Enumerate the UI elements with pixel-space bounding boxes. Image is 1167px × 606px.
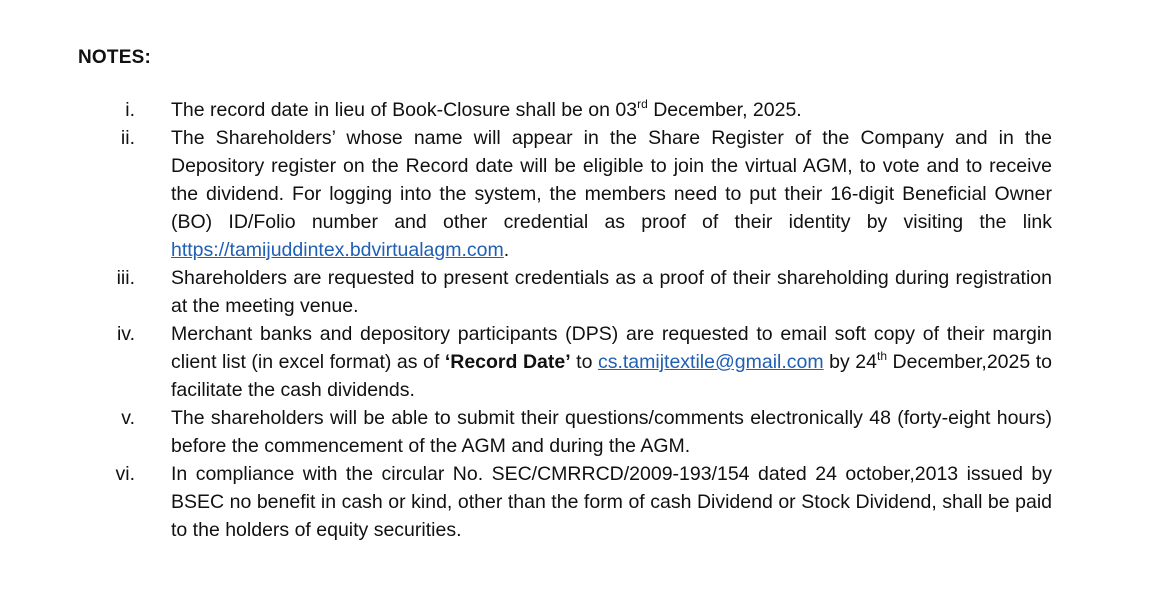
note-text-part: The shareholders will be able to submit their questions/comments electronically 48 (forty-eight hours) before the commencement of the AGM and during the AGM. <box>171 407 1052 457</box>
record-date-emphasis: ‘Record Date’ <box>444 351 571 373</box>
note-text-part: by 24 <box>823 351 877 373</box>
note-text <box>171 96 1052 124</box>
ordinal-suffix: rd <box>637 97 648 111</box>
note-number: i. <box>125 99 135 121</box>
note-text-part: to <box>570 351 598 373</box>
ordinal-suffix: th <box>876 349 887 363</box>
note-text-part: December, 2025. <box>647 99 802 121</box>
note-number: iii. <box>116 267 135 289</box>
notes-list <box>0 96 1167 544</box>
note-number: vi. <box>115 463 135 485</box>
note-item-1 <box>0 96 1167 124</box>
note-text-part: Merchant banks and depository participants (DPS) are requested to email soft copy of their margin client list (in excel format) as of <box>171 323 1052 373</box>
note-item-3 <box>0 264 1167 320</box>
note-number: iv. <box>116 323 135 345</box>
note-text <box>171 320 1052 404</box>
note-number: v. <box>121 407 135 429</box>
note-number: ii. <box>120 127 135 149</box>
note-text <box>171 124 1052 264</box>
note-text-part: Shareholders are requested to present credentials as a proof of their shareholding during registration at the meeting venue. <box>171 267 1052 317</box>
note-item-2 <box>0 124 1167 264</box>
note-text <box>171 264 1052 320</box>
virtual-agm-link[interactable]: https://tamijuddintex.bdvirtualagm.com <box>171 239 504 261</box>
note-text-part: December,2025 to facilitate the cash dividends. <box>171 351 1052 401</box>
note-text-part: The record date in lieu of Book-Closure shall be on 03 <box>171 99 638 121</box>
note-text-part: The Shareholders’ whose name will appear in the Share Register of the Company and in the Depository register on the Record date will be eligible to join the virtual AGM, to vote and to receive the dividend. For logging into the system, the members need to put their 16-digit Beneficial Owner (BO) ID/Folio number and other credential as proof of their identity by visiting the link <box>171 127 1052 233</box>
notes-heading: NOTES: <box>78 47 151 68</box>
note-item-6 <box>0 460 1167 544</box>
note-text <box>171 404 1052 460</box>
note-text-part: In compliance with the circular No. SEC/CMRRCD/2009-193/154 dated 24 october,2013 issued by BSEC no benefit in cash or kind, other than the form of cash Dividend or Stock Dividend, shall be paid to the holders of equity securities. <box>171 463 1052 541</box>
note-text <box>171 460 1052 544</box>
note-item-5 <box>0 404 1167 460</box>
company-email-link[interactable]: cs.tamijtextile@gmail.com <box>597 351 824 373</box>
note-text-part: . <box>503 239 510 261</box>
note-item-4 <box>0 320 1167 404</box>
